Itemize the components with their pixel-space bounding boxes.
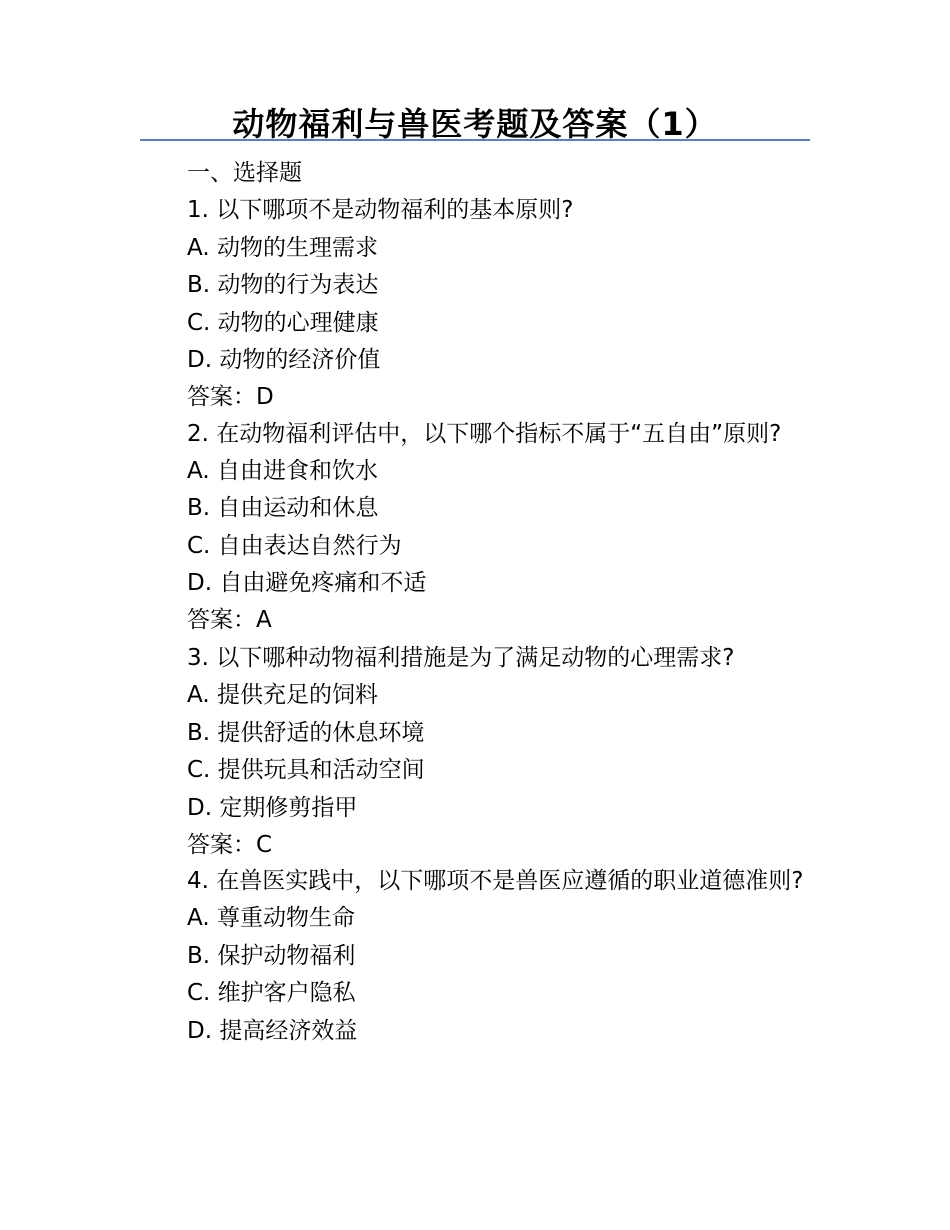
option-d: D. 提高经济效益 — [187, 1017, 358, 1044]
option-d: D. 自由避免疼痛和不适 — [187, 570, 427, 597]
document-body — [140, 155, 812, 1050]
option-c: C. 维护客户隐私 — [187, 980, 356, 1007]
question-stem: 3. 以下哪种动物福利措施是为了满足动物的心理需求? — [187, 644, 735, 671]
option-c: C. 自由表达自然行为 — [187, 532, 402, 559]
option-a: A. 自由进食和饮水 — [187, 457, 378, 484]
option-b: B. 保护动物福利 — [187, 942, 356, 969]
question-stem: 4. 在兽医实践中，以下哪项不是兽医应遵循的职业道德准则? — [187, 868, 804, 895]
answer: 答案：A — [187, 607, 272, 634]
option-c: C. 动物的心理健康 — [187, 309, 379, 336]
option-b: B. 自由运动和休息 — [187, 495, 379, 522]
question-stem: 2. 在动物福利评估中，以下哪个指标不属于“五自由”原则? — [187, 420, 782, 447]
option-d: D. 动物的经济价值 — [187, 347, 381, 374]
question-4 — [140, 864, 812, 1050]
question-1 — [140, 192, 812, 416]
option-c: C. 提供玩具和活动空间 — [187, 757, 425, 784]
option-a: A. 提供充足的饲料 — [187, 682, 378, 709]
question-2 — [140, 417, 812, 640]
option-b: B. 提供舒适的休息环境 — [187, 719, 425, 746]
option-d: D. 定期修剪指甲 — [187, 794, 358, 821]
question-stem: 1. 以下哪项不是动物福利的基本原则? — [187, 197, 574, 224]
title-underline — [140, 139, 810, 141]
document-title: 动物福利与兽医考题及答案（1） — [232, 105, 718, 143]
question-3 — [140, 640, 812, 864]
section-heading: 一、选择题 — [187, 160, 302, 186]
option-b: B. 动物的行为表达 — [187, 272, 379, 299]
answer: 答案：C — [187, 831, 273, 858]
option-a: A. 尊重动物生命 — [187, 905, 355, 932]
answer: 答案：D — [187, 384, 274, 411]
option-a: A. 动物的生理需求 — [187, 234, 378, 261]
